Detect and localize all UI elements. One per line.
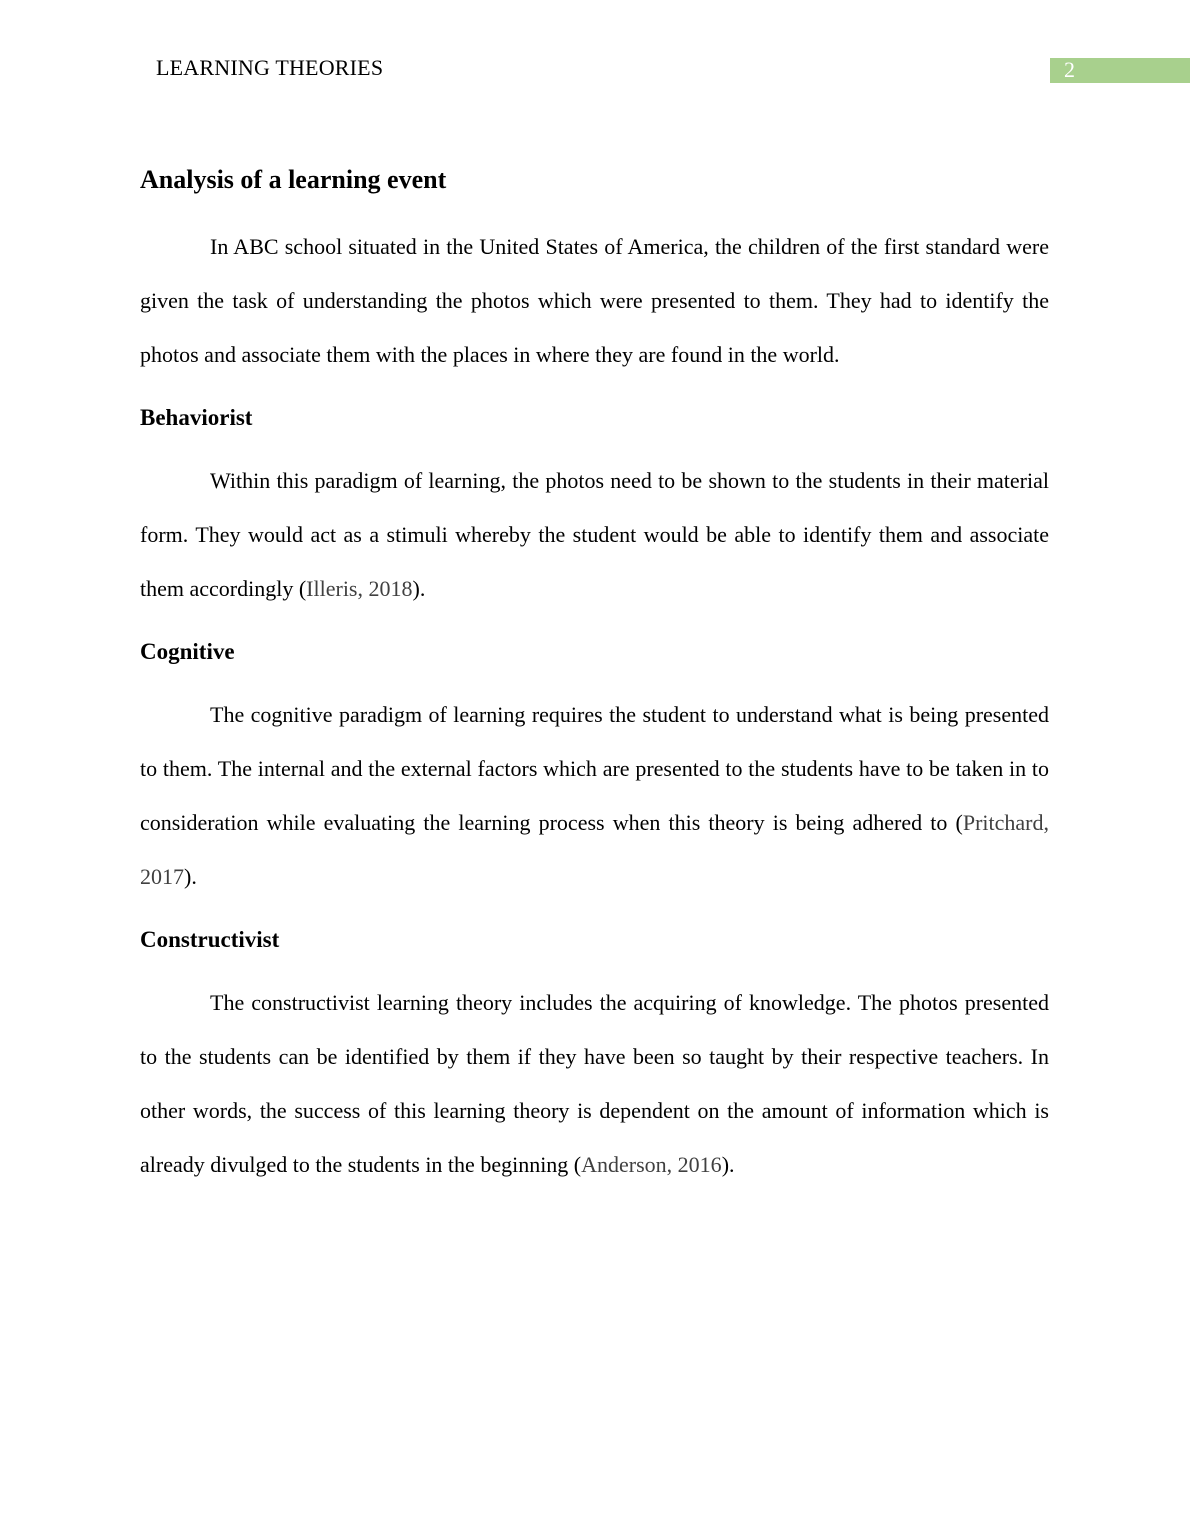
section-paragraph-behaviorist — [140, 454, 1049, 616]
section-heading-constructivist: Constructivist — [140, 927, 280, 952]
section-heading-cognitive: Cognitive — [140, 639, 235, 664]
paragraph-text: Within this paradigm of learning, the photos need to be shown to the students in their material form. They would act as a stimuli whereby the student would be able to identify them and associate them accordingly ( — [140, 468, 1049, 601]
intro-paragraph: In ABC school situated in the United States of America, the children of the first standard were given the task of understanding the photos which were presented to them. They had to identify the photos and associate them with the places in where they are found in the world. — [140, 234, 1049, 367]
citation: Illeris, 2018 — [306, 576, 413, 601]
paragraph-text-end: ). — [184, 864, 197, 889]
citation: Pritchard, 2017 — [140, 810, 1049, 889]
page-number: 2 — [1064, 57, 1075, 82]
citation: Anderson, 2016 — [581, 1152, 722, 1177]
section-paragraph-cognitive — [140, 688, 1049, 904]
paragraph-text-end: ). — [721, 1152, 735, 1177]
paragraph-text: The cognitive paradigm of learning requires the student to understand what is being presented to them. The internal and the external factors which are presented to the students have to be taken in to consideration while evaluating the learning process when this theory is being adhered to ( — [140, 702, 1049, 835]
section-paragraph-constructivist — [140, 976, 1049, 1192]
page-number-bar — [1050, 58, 1190, 83]
document-title: Analysis of a learning event — [140, 165, 447, 194]
running-head: LEARNING THEORIES — [156, 55, 384, 80]
paragraph-text-end: ). — [412, 576, 426, 601]
paragraph-text: The constructivist learning theory includes the acquiring of knowledge. The photos presented to the students can be identified by them if they have been so taught by their respective teachers. In other words, the success of this learning theory is dependent on the amount of information which is already divulged to the students in the beginning ( — [140, 990, 1049, 1177]
document-body — [140, 160, 1049, 1192]
section-heading-behaviorist: Behaviorist — [140, 405, 253, 430]
